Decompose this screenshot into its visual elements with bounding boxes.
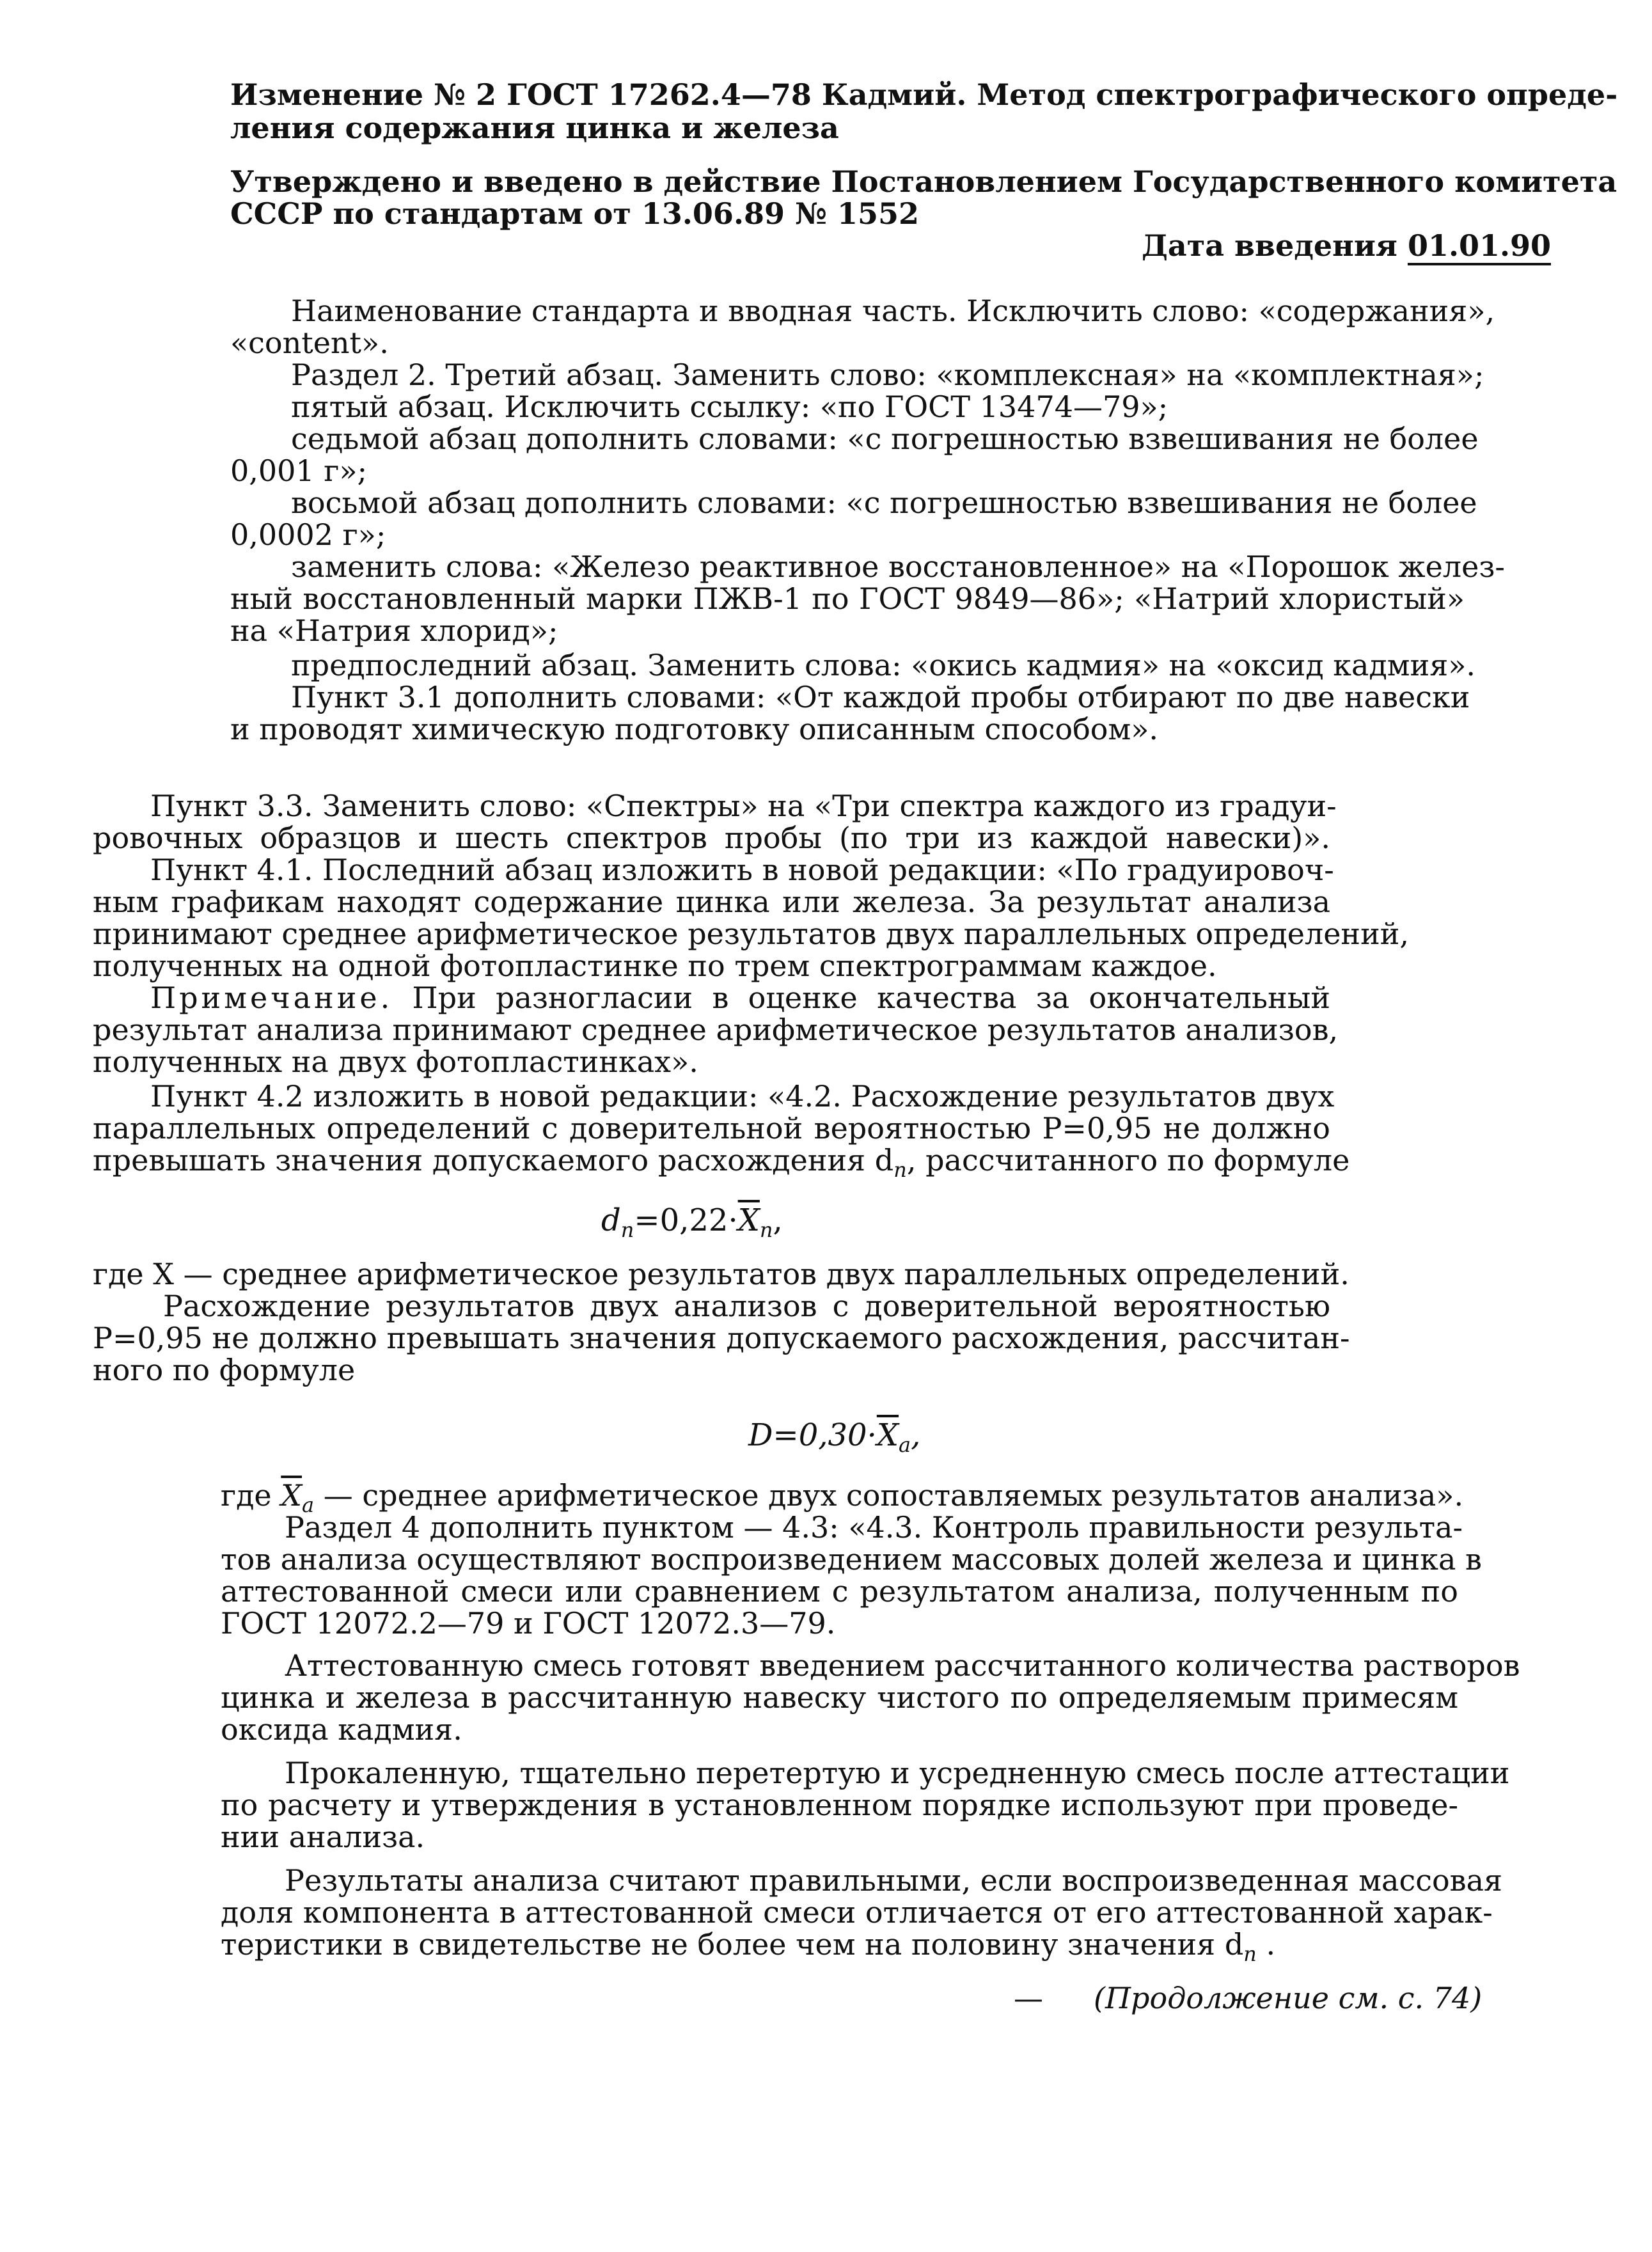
paragraph-line: параллельных определений с доверительной вероятностью P=0,95 не должно — [93, 1111, 1330, 1146]
paragraph-line: Расхождение результатов двух анализов с доверительной вероятностью — [163, 1289, 1330, 1323]
paragraph-line: восьмой абзац дополнить словами: «с погрешностью взвешивания не более — [291, 485, 1477, 520]
paragraph-line: оксида кадмия. — [221, 1712, 462, 1747]
paragraph-line: Аттестованную смесь готовят введением рассчитанного количества растворов — [285, 1648, 1520, 1683]
paragraph-line: P=0,95 не должно превышать значения допускаемого расхождения, рассчитан- — [93, 1321, 1350, 1355]
text-run: — среднее арифметическое двух сопоставляемых результатов анализа». — [323, 1478, 1464, 1513]
paragraph-line: нии анализа. — [221, 1820, 425, 1854]
doc-title-line-2: ления содержания цинка и железа — [230, 111, 839, 145]
paragraph-line: ный восстановленный марки ПЖВ-1 по ГОСТ 9849—86»; «Натрий хлористый» — [230, 581, 1465, 616]
paragraph-line: полученных на одной фотопластинке по трем спектрограммам каждое. — [93, 949, 1217, 983]
formula-lhs: D=0,30· — [748, 1417, 877, 1453]
subscript-n: n — [893, 1158, 907, 1182]
note-text: При разногласии в оценке качества за окончательный — [412, 980, 1331, 1015]
text-run: превышать значения допускаемого расхождения d — [93, 1143, 894, 1177]
note-line — [150, 980, 1330, 1016]
paragraph-line: Пункт 4.1. Последний абзац изложить в новой редакции: «По градуировоч- — [150, 853, 1334, 887]
paragraph-line: ного по формуле — [93, 1353, 356, 1387]
paragraph-line: Раздел 4 дополнить пунктом — 4.3: «4.3. Контроль правильности результа- — [285, 1510, 1463, 1545]
paragraph-line: по расчету и утверждения в установленном порядке используют при проведе- — [221, 1788, 1458, 1822]
text-run: теристики в свидетельстве не более чем на половину значения d — [221, 1927, 1244, 1962]
text-run: , рассчитанного по формуле — [906, 1143, 1350, 1177]
subscript-n: n — [1243, 1942, 1257, 1966]
formula-1 — [601, 1202, 783, 1248]
paragraph-line: и проводят химическую подготовку описанным способом». — [230, 712, 1158, 746]
formula-coefficient: =0,22· — [634, 1202, 738, 1238]
date-label: Дата введения — [1142, 228, 1397, 263]
formula-mean-symbol: $\overline{X}$ — [737, 1202, 760, 1238]
formula-comma: , — [773, 1202, 783, 1238]
text-run: где — [221, 1478, 272, 1513]
paragraph-line: 0,0002 г»; — [230, 517, 386, 552]
paragraph-line: заменить слова: «Железо реактивное восстановленное» на «Порошок желез- — [291, 549, 1505, 584]
formula-mean-symbol: $\overline{X}$ — [876, 1417, 899, 1453]
paragraph-line: седьмой абзац дополнить словами: «с погрешностью взвешивания не более — [291, 421, 1479, 456]
paragraph-line: ровочных образцов и шесть спектров пробы (по три из каждой навески)». — [93, 821, 1330, 855]
formula-2 — [748, 1417, 920, 1463]
paragraph-line: Пункт 3.3. Заменить слово: «Спектры» на «Три спектра каждого из градуи- — [150, 789, 1337, 823]
paragraph-line: цинка и железа в рассчитанную навеску чистого по определяемым примесям — [221, 1680, 1458, 1715]
paragraph-line: результат анализа принимают среднее арифметическое результатов анализов, — [93, 1012, 1339, 1047]
paragraph-line: Раздел 2. Третий абзац. Заменить слово: «комплексная» на «комплектная»; — [291, 358, 1484, 392]
formula-subscript: n — [620, 1218, 634, 1242]
paragraph-line: «content». — [230, 326, 389, 360]
paragraph-line: полученных на двух фотопластинках». — [93, 1044, 698, 1079]
paragraph-line: где X — среднее арифметическое результатов двух параллельных определений. — [93, 1257, 1349, 1291]
paragraph-line: доля компонента в аттестованной смеси отличается от его аттестованной харак- — [221, 1895, 1493, 1930]
mean-symbol: $\overline{X}$ — [281, 1478, 303, 1513]
paragraph-line: 0,001 г»; — [230, 453, 368, 488]
approval-line-1: Утверждено и введено в действие Постановлением Государственного комитета — [230, 164, 1617, 199]
paragraph-line: аттестованной смеси или сравнением с результатом анализа, полученным по — [221, 1574, 1458, 1609]
approval-line-2: СССР по стандартам от 13.06.89 № 1552 — [230, 196, 920, 231]
formula-subscript: a — [899, 1433, 911, 1457]
formula-subscript: n — [759, 1218, 773, 1242]
paragraph-line: Пункт 3.1 дополнить словами: «От каждой пробы отбирают по две навески — [291, 680, 1470, 714]
date-value: 01.01.90 — [1408, 228, 1551, 265]
paragraph-line: теристики в свидетельстве не более чем на половину значения $d_n$ . — [221, 1927, 1276, 1966]
formula-symbol: d — [601, 1202, 621, 1238]
paragraph-line: предпоследний абзац. Заменить слова: «окись кадмия» на «оксид кадмия». — [291, 648, 1476, 682]
subscript-a: a — [302, 1493, 315, 1517]
paragraph-line — [93, 1142, 1349, 1188]
paragraph-line: пятый абзац. Исключить ссылку: «по ГОСТ 13474—79»; — [291, 390, 1168, 424]
paragraph-line: Наименование стандарта и вводная часть. Исключить слово: «содержания», — [291, 294, 1495, 328]
paragraph-line: Результаты анализа считают правильными, если воспроизведенная массовая — [285, 1863, 1503, 1898]
paragraph-line: Пункт 4.2 изложить в новой редакции: «4.2. Расхождение результатов двух — [150, 1079, 1335, 1114]
note-label: Примечание. — [150, 980, 393, 1015]
paragraph-line: Прокаленную, тщательно перетертую и усредненную смесь после аттестации — [285, 1756, 1510, 1790]
paragraph-line: принимают среднее арифметическое результатов двух параллельных определений, — [93, 917, 1410, 951]
doc-title-line-1: Изменение № 2 ГОСТ 17262.4—78 Кадмий. Метод спектрографического опреде- — [230, 77, 1618, 112]
paragraph-line: ГОСТ 12072.2—79 и ГОСТ 12072.3—79. — [221, 1606, 836, 1641]
paragraph-line: на «Натрия хлорид»; — [230, 613, 558, 648]
paragraph-line: тов анализа осуществляют воспроизведением массовых долей железа и цинка в — [221, 1542, 1482, 1577]
continuation-dash: — — [1014, 1981, 1043, 2015]
continuation-note: (Продолжение см. с. 74) — [1094, 1981, 1483, 2015]
formula-comma: , — [911, 1417, 921, 1453]
paragraph-line: ным графикам находят содержание цинка или железа. За результат анализа — [93, 885, 1330, 919]
effective-date — [1142, 228, 1551, 264]
